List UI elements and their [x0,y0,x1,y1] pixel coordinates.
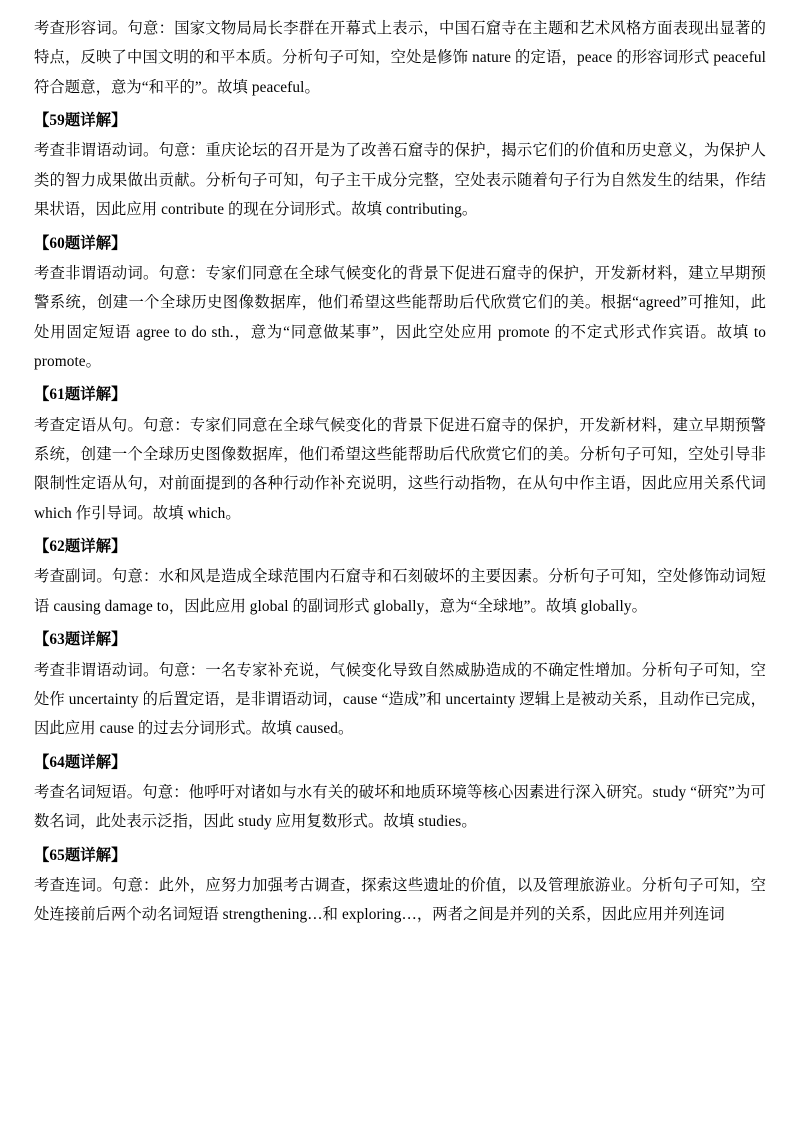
paragraph-58-explanation: 考查形容词。句意：国家文物局局长李群在开幕式上表示，中国石窟寺在主题和艺术风格方面表现出显著的特点，反映了中国文明的和平本质。分析句子可知，空处是修饰 nature 的定语，peace 的形容词形式 peaceful 符合题意，意为“和平的”。故填 peaceful。 [34,20,766,96]
paragraph-63-explanation: 考查非谓语动词。句意：一名专家补充说，气候变化导致自然威胁造成的不确定性增加。分析句子可知，空处作 uncertainty 的后置定语，是非谓语动词，cause “造成”和 uncertainty 逻辑上是被动关系，且动作已完成，因此应用 cause 的过去分词形式。故填 caused。 [34,661,766,738]
paragraph-65-explanation: 考查连词。句意：此外，应努力加强考古调查，探索这些遗址的价值，以及管理旅游业。分析句子可知，空处连接前后两个动名词短语 strengthening…和 exploring…，两者之间是并列的关系，因此应用并列连词 [34,877,766,924]
paragraph-59-explanation: 考查非谓语动词。句意：重庆论坛的召开是为了改善石窟寺的保护，揭示它们的价值和历史意义，为保护人类的智力成果做出贡献。分析句子可知，句子主干成分完整，空处表示随着句子行为自然发生的结果，作结果状语，因此应用 contribute 的现在分词形式。故填 contributing。 [34,142,766,219]
question-heading-62: 【62题详解】 [34,538,127,556]
paragraph-61-explanation: 考查定语从句。句意：专家们同意在全球气候变化的背景下促进石窟寺的保护，开发新材料，建立早期预警系统，创建一个全球历史图像数据库，他们希望这些能帮助后代欣赏它们的美。分析句子可知，空处引导非限制性定语从句，对前面提到的各种行动作补充说明，这些行动指物，在从句中作主语，因此应用关系代词 which 作引导词。故填 which。 [34,416,766,522]
question-heading-59: 【59题详解】 [34,112,127,130]
question-heading-65: 【65题详解】 [34,846,127,864]
paragraph-64-explanation: 考查名词短语。句意：他呼吁对诸如与水有关的破坏和地质环境等核心因素进行深入研究。study “研究”为可数名词，此处表示泛指，因此 study 应用复数形式。故填 studies。 [34,783,766,831]
question-heading-64: 【64题详解】 [34,753,127,771]
paragraph-62-explanation: 考查副词。句意：水和风是造成全球范围内石窟寺和石刻破坏的主要因素。分析句子可知，空处修饰动词短语 causing damage to，因此应用 global 的副词形式 globally，意为“全球地”。故填 globally。 [34,568,766,615]
paragraph-60-explanation: 考查非谓语动词。句意：专家们同意在全球气候变化的背景下促进石窟寺的保护，开发新材料，建立早期预警系统，创建一个全球历史图像数据库，他们希望这些能帮助后代欣赏它们的美。根据“agreed”可推知，此处用固定短语 agree to do sth.，意为“同意做某事”，因此空处应用 promote 的不定式形式作宾语。故填 to promote。 [34,264,766,370]
question-heading-60: 【60题详解】 [34,234,127,252]
question-heading-63: 【63题详解】 [34,631,127,649]
question-heading-61: 【61题详解】 [34,386,127,404]
